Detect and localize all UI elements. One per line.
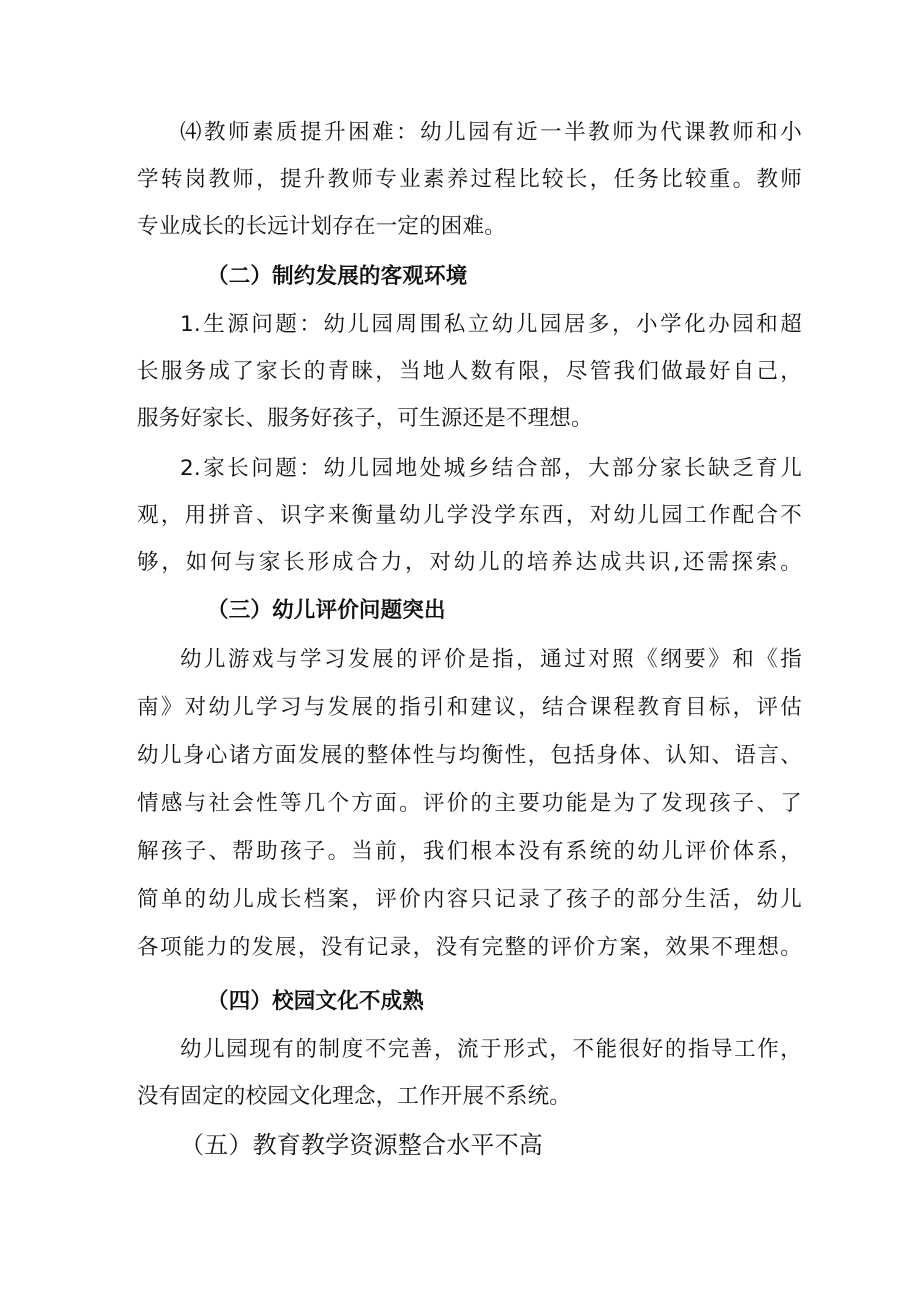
paragraph-line: 幼儿身心诸方面发展的整体性与均衡性，包括身体、认知、语言、 [137,743,802,768]
paragraph-line: 南》对幼儿学习与发展的指引和建议，结合课程教育目标，评估 [137,695,802,720]
paragraph-line: 观，用拼音、识字来衡量幼儿学没学东西，对幼儿园工作配合不 [137,503,802,528]
section-heading: （三）幼儿评价问题突出 [207,598,446,623]
paragraph-line: 各项能力的发展，没有记录，没有完整的评价方案，效果不理想。 [137,935,802,960]
paragraph-line: 服务好家长、服务好孩子，可生源还是不理想。 [137,406,593,431]
section-heading: （五）教育教学资源整合水平不高 [180,1131,543,1159]
paragraph-line: 解孩子、帮助孩子。当前，我们根本没有系统的幼儿评价体系， [137,839,802,864]
paragraph-line: 没有固定的校园文化理念，工作开展不系统。 [137,1084,572,1109]
paragraph-line: 专业成长的长远计划存在一定的困难。 [137,214,506,239]
paragraph-line: ⑷教师素质提升困难：幼儿园有近一半教师为代课教师和小 [180,120,802,145]
section-heading: （二）制约发展的客观环境 [207,264,468,289]
paragraph-line: 长服务成了家长的青睐，当地人数有限，尽管我们做最好自己， [137,359,802,384]
paragraph-line: 1.生源问题：幼儿园周围私立幼儿园居多，小学化办园和超 [180,312,802,337]
section-heading: （四）校园文化不成熟 [207,989,425,1014]
paragraph-line: 2.家长问题：幼儿园地处城乡结合部，大部分家长缺乏育儿 [180,456,802,481]
paragraph-line: 学转岗教师，提升教师专业素养过程比较长，任务比较重。教师 [137,167,802,192]
paragraph-line: 够，如何与家长形成合力，对幼儿的培养达成共识,还需探索。 [137,550,802,575]
paragraph-line: 幼儿园现有的制度不完善，流于形式，不能很好的指导工作， [180,1037,802,1062]
paragraph-line: 简单的幼儿成长档案，评价内容只记录了孩子的部分生活，幼儿 [137,887,802,912]
paragraph-line: 幼儿游戏与学习发展的评价是指，通过对照《纲要》和《指 [180,647,802,672]
paragraph-line: 情感与社会性等几个方面。评价的主要功能是为了发现孩子、了 [137,791,802,816]
